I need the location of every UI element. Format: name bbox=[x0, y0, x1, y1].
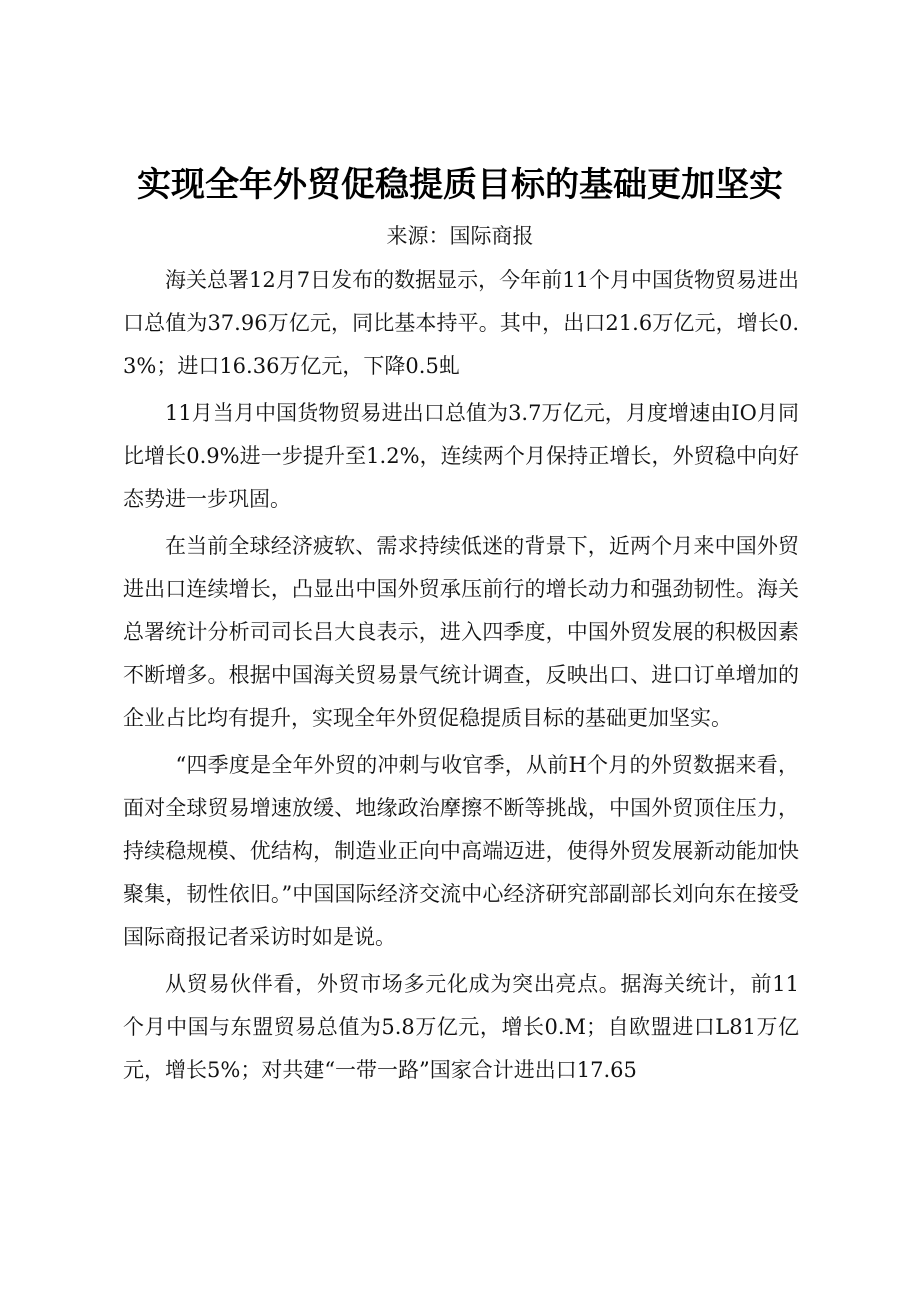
paragraph-5: 从贸易伙伴看，外贸市场多元化成为突出亮点。据海关统计，前11个月中国与东盟贸易总值为5.8万亿元，增长0.M；自欧盟进口L81万亿元，增长5%；对共建“一带一路”国家合计进出口17.65 bbox=[123, 972, 799, 1082]
article-body bbox=[123, 259, 799, 1096]
paragraph-3: 在当前全球经济疲软、需求持续低迷的背景下，近两个月来中国外贸进出口连续增长，凸显出中国外贸承压前行的增长动力和强劲韧性。海关总署统计分析司司长吕大良表示，进入四季度，中国外贸发展的积极因素不断增多。根据中国海关贸易景气统计调查，反映出口、进口订单增加的企业占比均有提升，实现全年外贸促稳提质目标的基础更加坚实。 bbox=[123, 534, 799, 730]
paragraph-4: “四季度是全年外贸的冲刺与收官季，从前H个月的外贸数据来看，面对全球贸易增速放缓、地缘政治摩擦不断等挑战，中国外贸顶住压力，持续稳规模、优结构，制造业正向中高端迈进，使得外贸发展新动能加快聚集，韧性依旧。”中国国际经济交流中心经济研究部副部长刘向东在接受国际商报记者采访时如是说。 bbox=[123, 753, 799, 949]
paragraph-1: 海关总署12月7日发布的数据显示，今年前11个月中国货物贸易进出口总值为37.96万亿元，同比基本持平。其中，出口21.6万亿元，增长0.3%；进口16.36万亿元，下降0.5虬 bbox=[123, 268, 799, 378]
paragraph-2: 11月当月中国货物贸易进出口总值为3.7万亿元，月度增速由IO月同比增长0.9%进一步提升至1.2%，连续两个月保持正增长，外贸稳中向好态势进一步巩固。 bbox=[123, 401, 799, 511]
article-title: 实现全年外贸促稳提质目标的基础更加坚实 bbox=[137, 165, 783, 205]
article-source: 来源：国际商报 bbox=[386, 224, 534, 248]
